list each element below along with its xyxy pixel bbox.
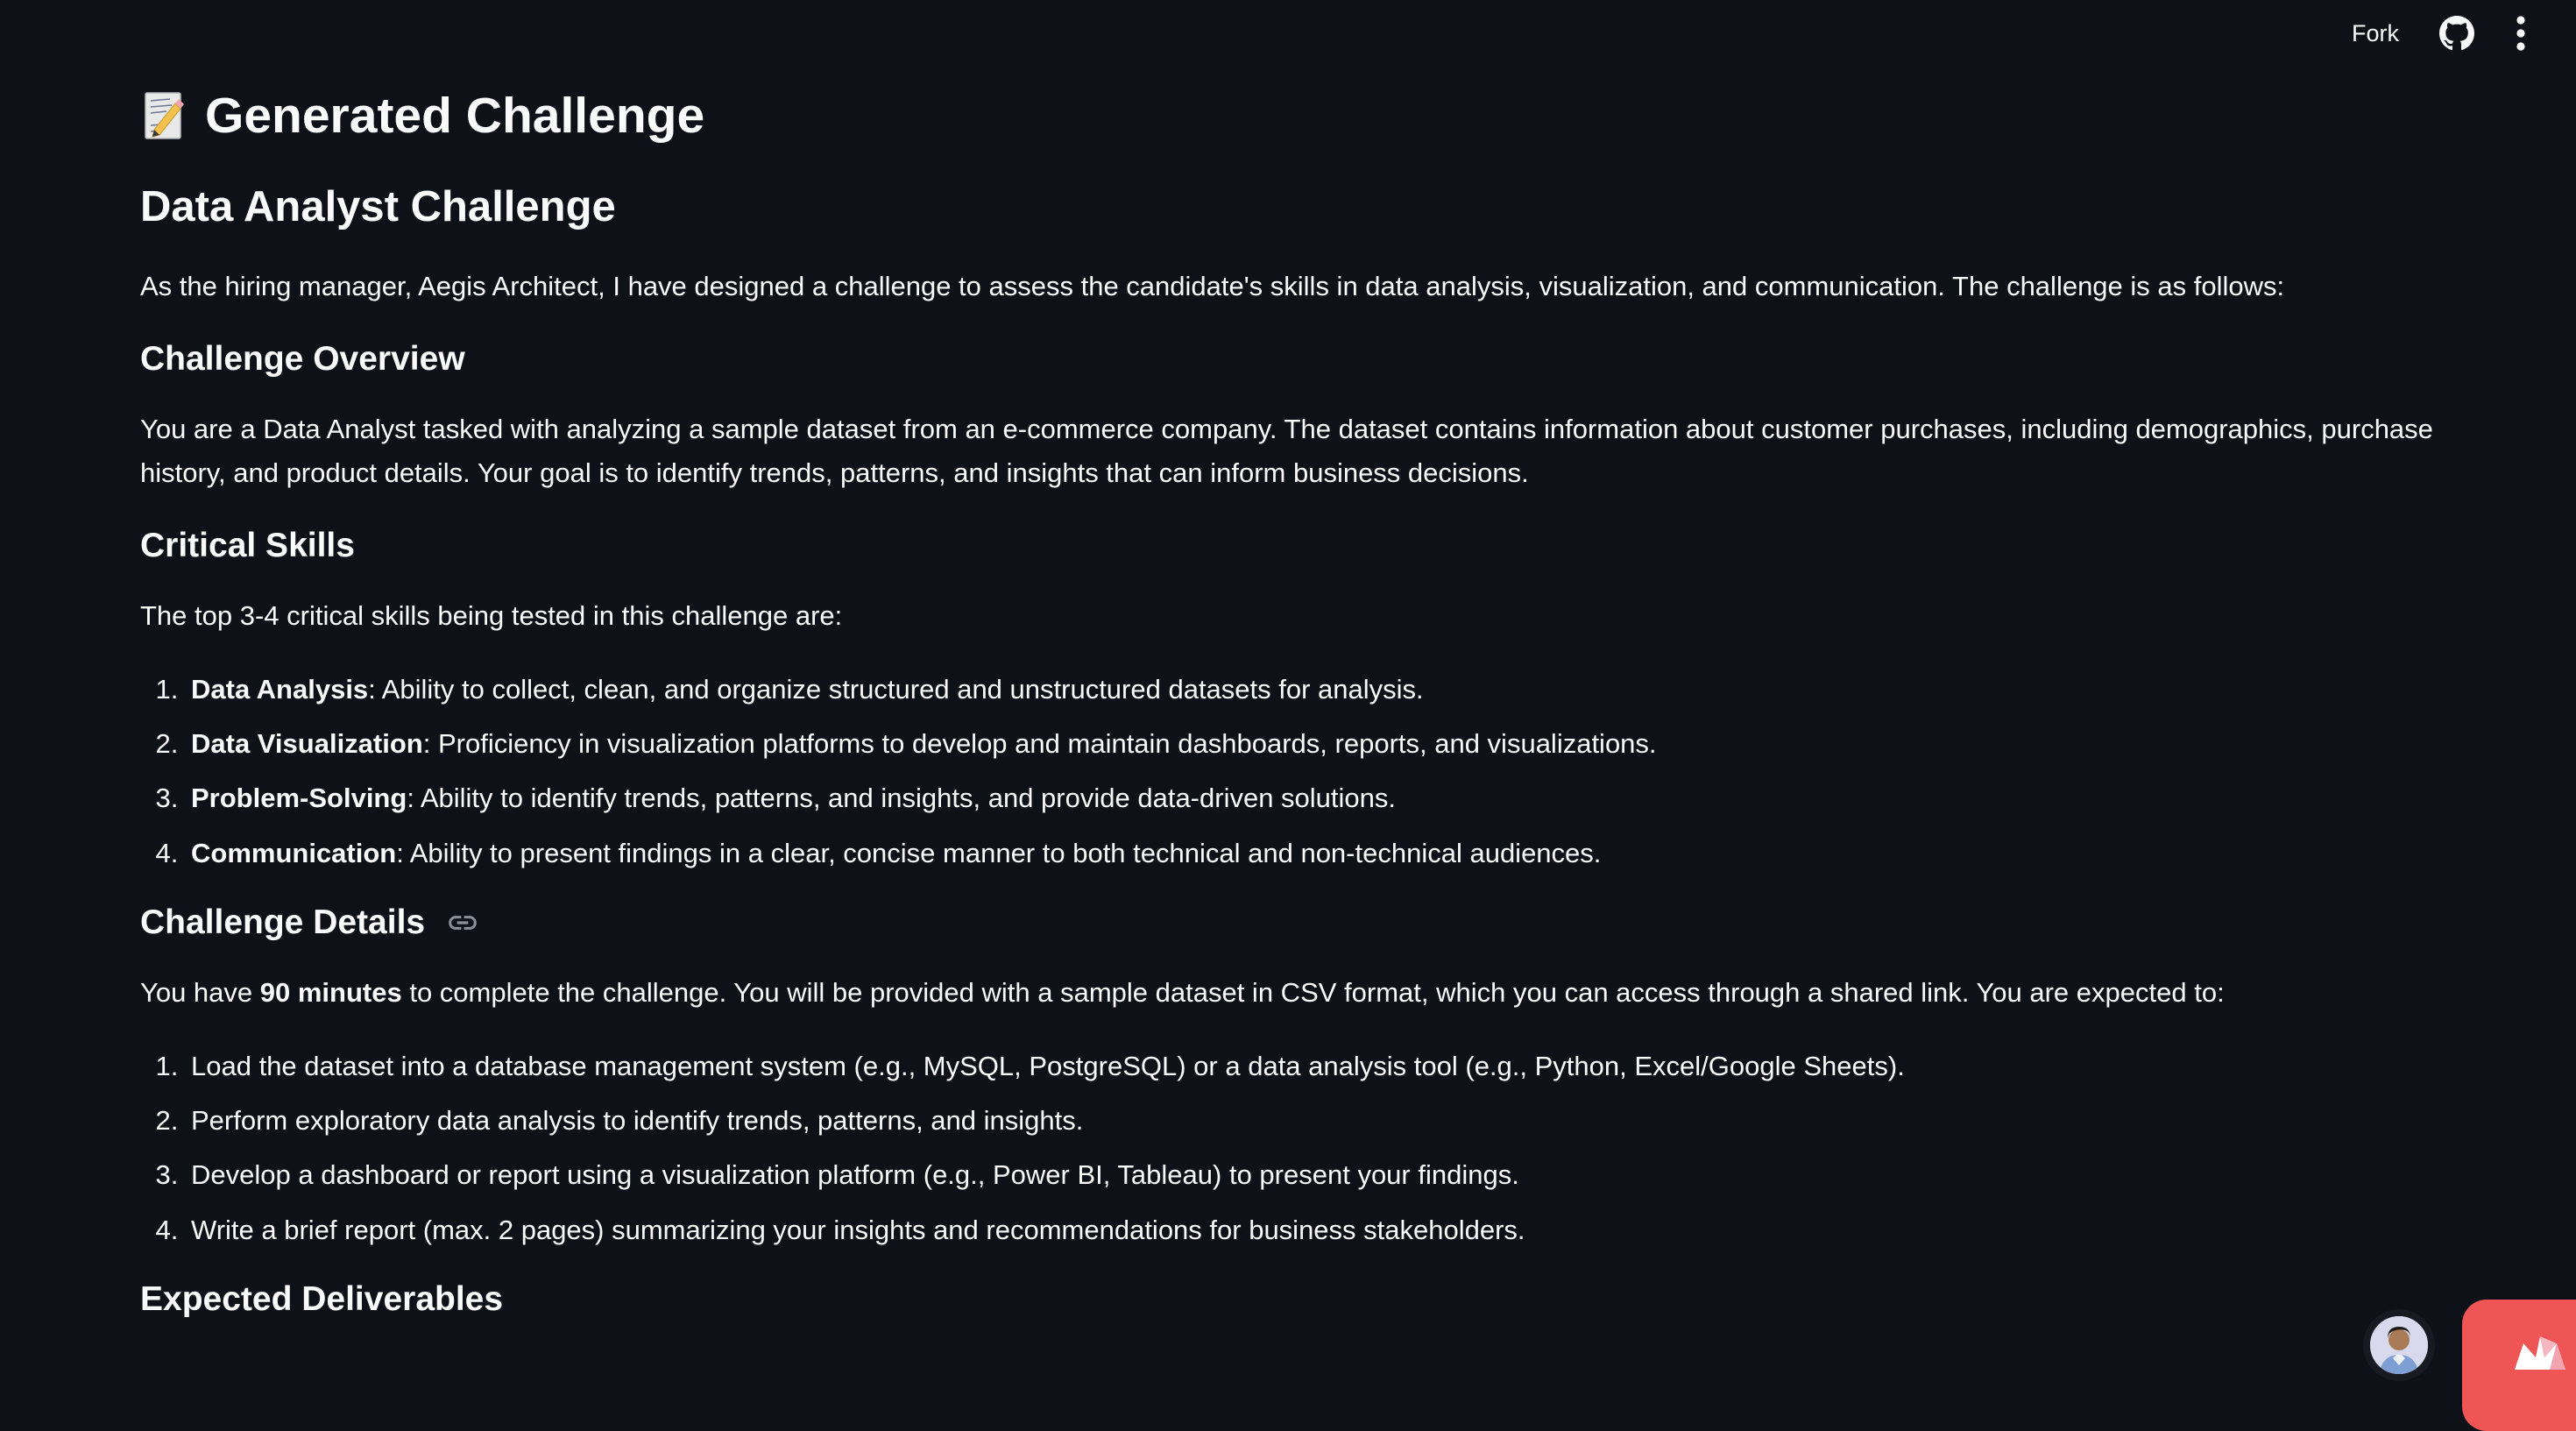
list-item xyxy=(186,668,2436,712)
github-icon xyxy=(2439,16,2474,51)
details-duration: 90 minutes xyxy=(259,976,402,1008)
skill-term: Data Visualization xyxy=(191,728,423,760)
heading-challenge-details-text: Challenge Details xyxy=(140,903,426,941)
skill-desc: : Proficiency in visualization platforms to develop and maintain dashboards, reports, and visualizations. xyxy=(422,728,1657,760)
list-item xyxy=(186,722,2436,766)
tasks-list xyxy=(140,1045,2436,1252)
github-button[interactable] xyxy=(2439,16,2474,51)
details-prefix: You have xyxy=(140,976,260,1008)
heading-data-analyst-challenge: Data Analyst Challenge xyxy=(140,183,616,231)
avatar[interactable] xyxy=(2370,1316,2428,1374)
details-paragraph xyxy=(140,971,2436,1015)
streamlit-crown-icon xyxy=(2513,1335,2567,1373)
list-item xyxy=(186,1045,2436,1088)
skills-intro-paragraph: The top 3-4 critical skills being tested in this challenge are: xyxy=(140,599,843,631)
list-item xyxy=(186,832,2436,875)
kebab-menu-icon xyxy=(2515,14,2527,53)
heading-expected-deliverables: Expected Deliverables xyxy=(140,1279,504,1318)
skill-term: Problem-Solving xyxy=(191,783,407,814)
task-text: Perform exploratory data analysis to identify trends, patterns, and insights. xyxy=(191,1105,1084,1137)
skill-desc: : Ability to identify trends, patterns, and insights, and provide data-driven solutions. xyxy=(407,783,1397,814)
heading-challenge-overview: Challenge Overview xyxy=(140,339,465,378)
list-item xyxy=(186,1208,2436,1252)
anchor-link-icon[interactable] xyxy=(446,906,479,939)
list-item xyxy=(186,1153,2436,1197)
kebab-menu-button[interactable] xyxy=(2515,14,2527,53)
streamlit-badge-button[interactable] xyxy=(2462,1300,2576,1431)
task-text: Develop a dashboard or report using a visualization platform (e.g., Power BI, Tableau) to present your findings. xyxy=(191,1159,1519,1191)
list-item xyxy=(186,776,2436,820)
skill-desc: : Ability to collect, clean, and organize structured and unstructured datasets for analysis. xyxy=(368,674,1424,705)
heading-challenge-details xyxy=(140,902,2436,945)
page-title xyxy=(140,86,2436,145)
skill-term: Data Analysis xyxy=(191,674,369,705)
task-text: Write a brief report (max. 2 pages) summarizing your insights and recommendations for business stakeholders. xyxy=(191,1214,1525,1245)
task-text: Load the dataset into a database management system (e.g., MySQL, PostgreSQL) or a data analysis tool (e.g., Python, Excel/Google Sheets). xyxy=(191,1050,1905,1081)
skill-desc: : Ability to present findings in a clear, concise manner to both technical and non-technical audiences. xyxy=(396,837,1602,868)
app-toolbar xyxy=(0,0,2576,67)
heading-critical-skills: Critical Skills xyxy=(140,527,355,565)
list-item xyxy=(186,1099,2436,1143)
user-avatar-icon xyxy=(2370,1316,2428,1374)
memo-icon xyxy=(140,89,188,142)
page-title-text: Generated Challenge xyxy=(205,88,705,144)
critical-skills-list xyxy=(140,668,2436,875)
skill-term: Communication xyxy=(191,837,397,868)
fork-button[interactable]: Fork xyxy=(2352,19,2399,46)
overview-paragraph: You are a Data Analyst tasked with analyzing a sample dataset from an e-commerce company. The dataset contains information about customer purchases, including demographics, purchase history, and product details. Your goal is to identify trends, patterns, and insights that can inform business decisions. xyxy=(140,413,2433,488)
intro-paragraph: As the hiring manager, Aegis Architect, I have designed a challenge to assess the candidate's skills in data analysis, visualization, and communication. The challenge is as follows: xyxy=(140,270,2285,301)
details-suffix: to complete the challenge. You will be provided with a sample dataset in CSV format, which you can access through a shared link. You are expected to: xyxy=(401,976,2225,1008)
